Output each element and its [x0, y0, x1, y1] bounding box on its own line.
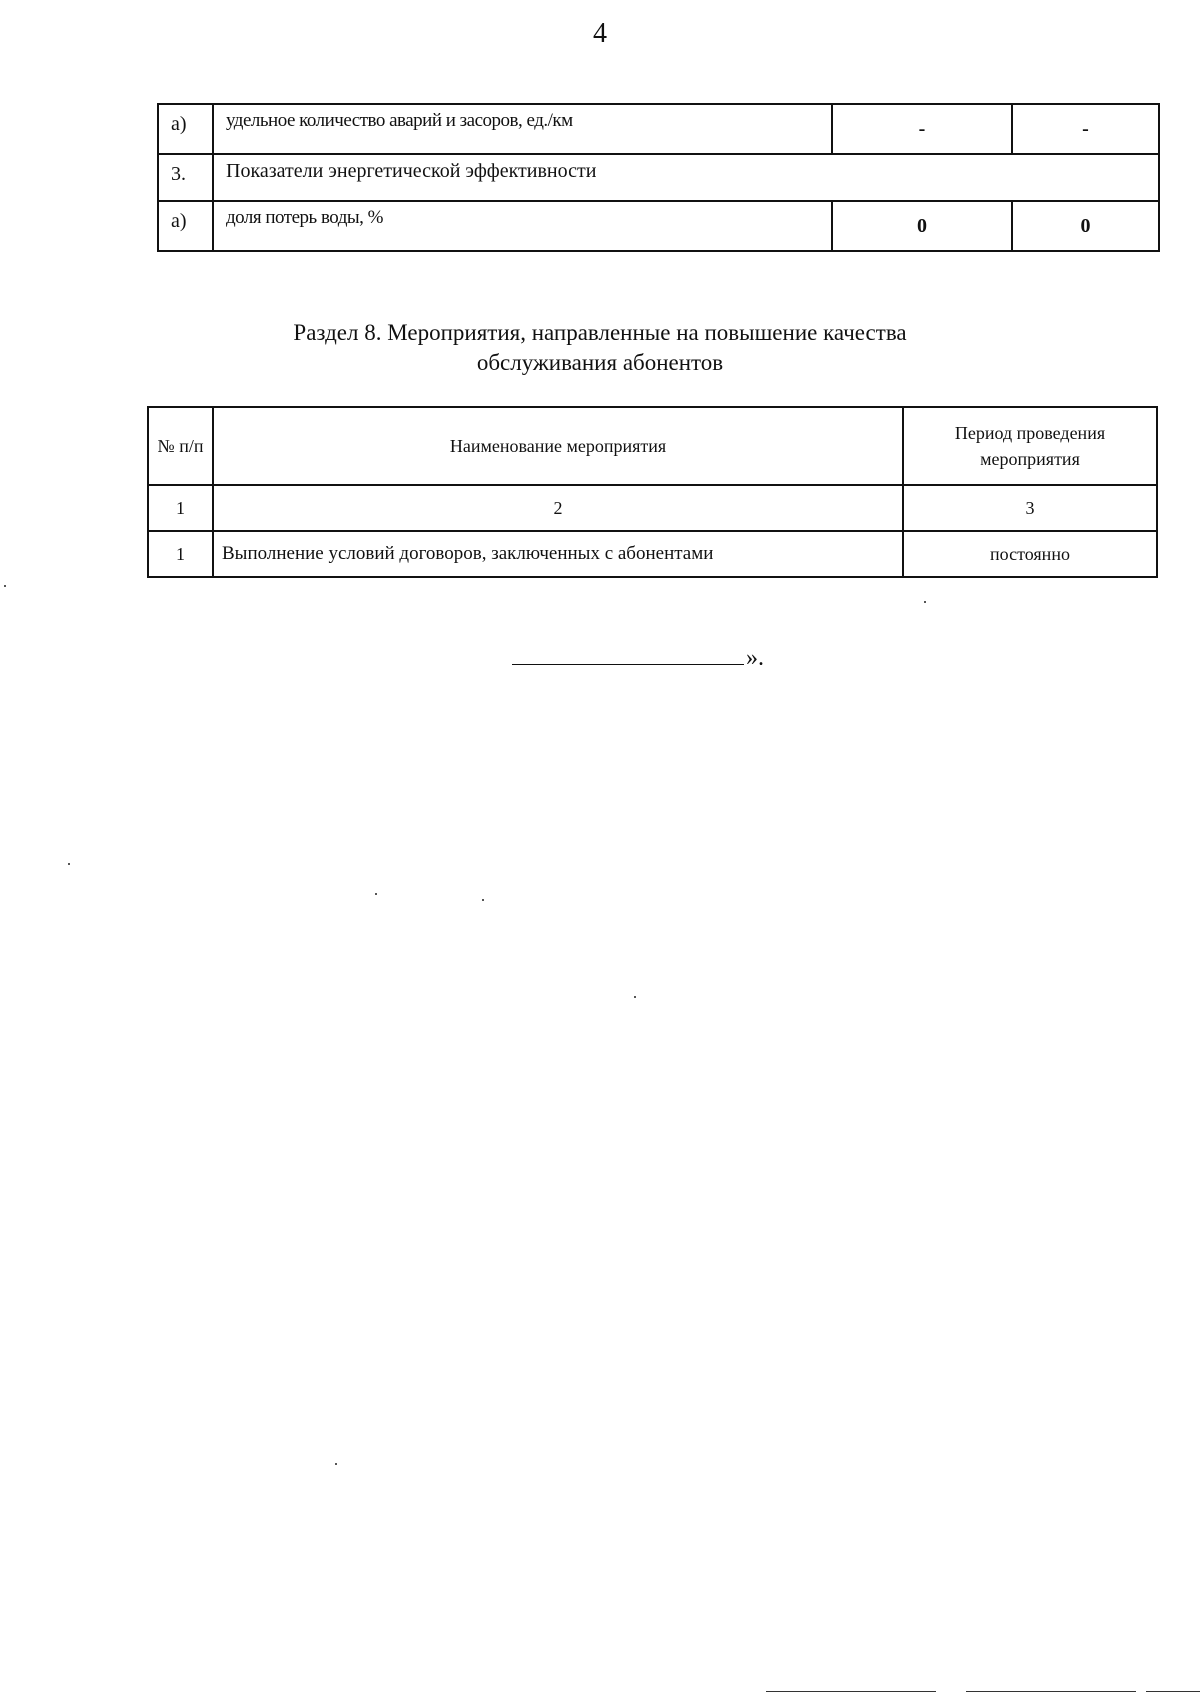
speck [335, 1463, 337, 1465]
speck [68, 863, 70, 865]
indicator-value: - [1012, 104, 1159, 154]
column-number: 3 [903, 485, 1157, 531]
footer-rule [766, 1691, 936, 1692]
indicator-value: - [832, 104, 1012, 154]
table-row [148, 531, 1157, 577]
header-name: Наименование мероприятия [213, 407, 903, 485]
header-num: № п/п [148, 407, 213, 485]
speck [634, 996, 636, 998]
footer-rule [1146, 1691, 1200, 1692]
indicator-value: 0 [1012, 201, 1159, 251]
row-number: а) [158, 201, 213, 251]
row-number: 1 [148, 531, 213, 577]
row-number: 3. [158, 154, 213, 201]
closing-mark [512, 640, 764, 672]
header-period: Период проведения мероприятия [903, 407, 1157, 485]
closing-quote: ». [746, 645, 764, 671]
indicator-value: 0 [832, 201, 1012, 251]
measure-name: Выполнение условий договоров, заключенных с абонентами [213, 531, 903, 577]
indicators-table [157, 103, 1160, 252]
table-row [158, 201, 1159, 251]
speck [482, 899, 484, 901]
measures-table [147, 406, 1158, 578]
speck [924, 601, 926, 603]
measure-period: постоянно [903, 531, 1157, 577]
table-row [158, 104, 1159, 154]
column-number-row [148, 485, 1157, 531]
signature-line [512, 640, 744, 665]
speck [4, 585, 6, 587]
indicator-group-heading: Показатели энергетической эффективности [213, 154, 1159, 201]
table-row [158, 154, 1159, 201]
column-number: 2 [213, 485, 903, 531]
section-title-line: Раздел 8. Мероприятия, направленные на повышение качества [293, 320, 907, 345]
footer-rule [966, 1691, 1136, 1692]
section-title-line: обслуживания абонентов [476, 350, 724, 375]
page-number: 4 [593, 18, 607, 49]
column-number: 1 [148, 485, 213, 531]
table-header-row [148, 407, 1157, 485]
indicator-name: доля потерь воды, % [213, 201, 832, 251]
footer-rules [0, 1691, 1200, 1695]
section-title [0, 318, 1200, 378]
speck [375, 893, 377, 895]
indicator-name: удельное количество аварий и засоров, ед./км [213, 104, 832, 154]
row-number: а) [158, 104, 213, 154]
